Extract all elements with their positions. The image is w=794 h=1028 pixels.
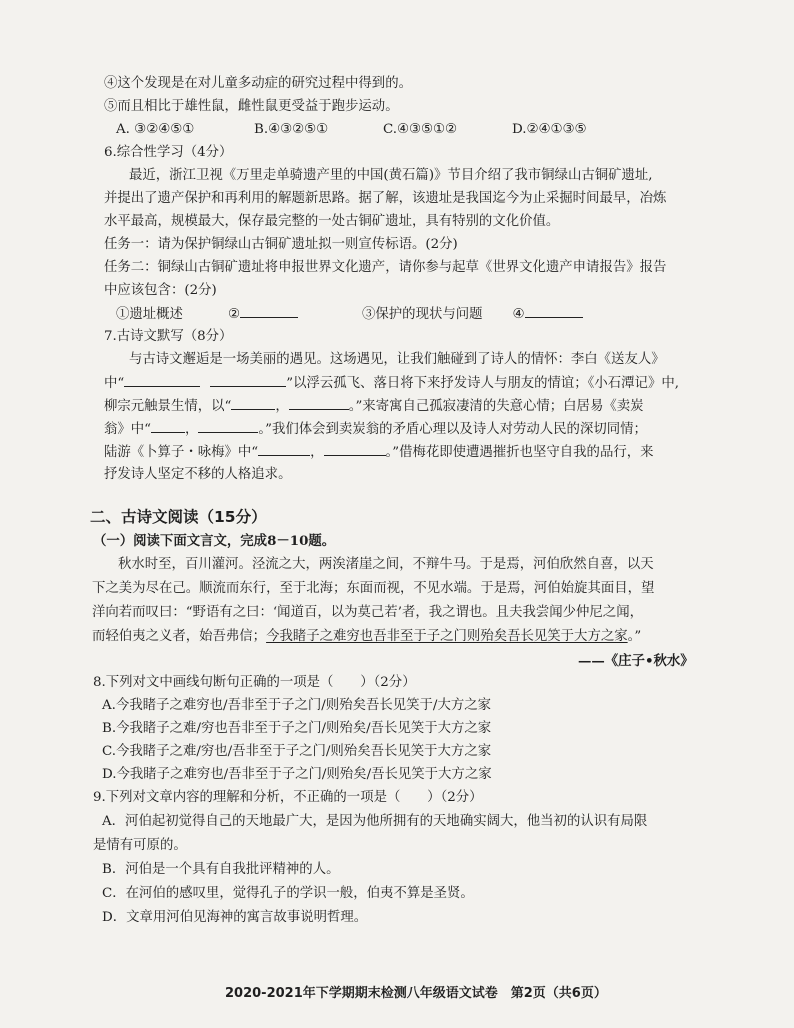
q9-option-d[interactable]: D．文章用河伯见海神的寓言故事说明哲理。 [102,910,368,925]
q7-line-5-end: 。”借梅花即使遭遇摧折也坚守自我的品行，来 [385,445,654,460]
q7-blank-2[interactable] [210,374,286,387]
q5-item-4: ④这个发现是在对儿童多动症的研究过程中得到的。 [104,76,412,91]
q5-option-c: C.④③⑤①② [383,122,458,137]
q7-blank-3[interactable] [231,397,275,410]
q6-item-4: ④ [512,307,525,322]
section-2-heading: 二、古诗文阅读（15分） [90,508,267,526]
q6-para-line-1: 最近，浙江卫视《万里走单骑遗产里的中国(黄石篇)》节目介绍了我市铜绿山古铜矿遗址, [129,168,653,183]
q6-para-line-3: 水平最高，规模最大，保存最完整的一处古铜矿遗址，具有特别的文化价值。 [104,214,560,229]
q7-line-2-start: 中“ [104,376,125,391]
q6-task-2-line-1: 任务二：铜绿山古铜矿遗址将申报世界文化遗产，请你参与起草《世界文化遗产申请报告》报告 [104,260,667,275]
q7-line-4-start: 翁》中“ [104,422,152,437]
q7-blank-8[interactable] [324,443,386,456]
q7-blank-6[interactable] [198,420,258,433]
q7-blank-4[interactable] [289,397,349,410]
q6-item-2-blank[interactable] [240,305,298,318]
q7-title: 7.古诗文默写（8分） [104,329,233,344]
classical-text-line-4 [92,628,641,646]
q6-title: 6.综合性学习（4分） [104,145,233,160]
underlined-sentence: 今我睹子之难穷也吾非至于子之门则殆矣吾长见笑于大方之家 [266,629,628,644]
classical-text-line-1: 秋水时至，百川灌河。泾流之大，两涘渚崖之间，不辩牛马。于是焉，河伯欣然自喜，以天 [118,557,654,572]
q6-item-3: ③保护的现状与问题 [362,307,483,322]
classical-text-line-4-end: 。” [627,629,642,644]
q7-blank-5[interactable] [151,420,185,433]
q6-item-2: ② [228,307,241,322]
q6-task-2-line-2: 中应该包含：(2分) [104,283,217,298]
q5-item-5: ⑤而且相比于雄性鼠，雌性鼠更受益于跑步运动。 [104,99,399,114]
q8-stem: 8.下列对文中画线句断句正确的一项是（ ）（2分） [93,675,416,690]
q7-blank-7[interactable] [258,443,310,456]
q6-para-line-2: 并提出了遗产保护和再利用的解题新思路。据了解，该遗址是我国迄今为止采掘时间最早，冶炼 [104,191,667,206]
section-2-instruction: （一）阅读下面文言文，完成8－10题。 [93,533,336,549]
q8-option-c[interactable]: C.今我睹子之难/穷也/吾非至于子之门/则殆矣吾长见笑于大方之家 [102,744,492,759]
classical-text-line-2: 下之美为尽在己。顺流而东行，至于北海；东面而视，不见水端。于是焉，河伯始旋其面目，望 [92,581,655,596]
q7-line-6: 抒发诗人坚定不移的人格追求。 [104,467,292,482]
q7-line-3-end: 。”来寄寓自己孤寂凄清的失意心情；白居易《卖炭 [348,399,644,414]
q8-option-b[interactable]: B.今我睹子之难/穷也吾非至于子之门/则殆矣/吾长见笑于大方之家 [102,721,492,736]
classical-text-line-3: 洋向若而叹曰：“野语有之曰：‘闻道百，以为莫己若’者，我之谓也。且夫我尝闻少仲尼之闻， [92,605,643,620]
q9-stem: 9.下列对文章内容的理解和分析，不正确的一项是（ ）（2分） [93,790,483,805]
q5-option-d: D.②④①③⑤ [512,122,587,137]
page-footer: 2020-2021年下学期期末检测八年级语文试卷 第2页（共6页） [225,986,607,1001]
text-source: ——《庄子•秋水》 [578,653,694,669]
q7-blank-1[interactable] [124,374,200,387]
q9-option-a-line-1[interactable]: A．河伯起初觉得自己的天地最广大，是因为他所拥有的天地确实阔大，他当初的认识有局限 [102,814,648,829]
q7-line-4: 翁》中“ ， 。”我们体会到卖炭翁的矛盾心理以及诗人对劳动人民的深切同情； [104,422,647,437]
q7-line-5: 陆游《卜算子・咏梅》中“ ， 。”借梅花即使遭遇摧折也坚守自我的品行，来 [104,445,654,460]
q7-line-2-end: ”以浮云孤飞、落日将下来抒发诗人与朋友的情谊；《小石潭记》中, [286,376,679,391]
q9-option-c[interactable]: C．在河伯的感叹里，觉得孔子的学识一般，伯夷不算是圣贤。 [102,886,474,901]
q7-line-1: 与古诗文邂逅是一场美丽的遇见。这场遇见，让我们触碰到了诗人的情怀：李白《送友人》 [129,352,665,367]
q8-option-a[interactable]: A.今我睹子之难穷也/吾非至于子之门/则殆矣吾长见笑于/大方之家 [102,698,492,713]
q7-line-3-start: 柳宗元触景生情，以“ [104,399,232,414]
q9-option-a-line-2[interactable]: 是情有可原的。 [93,838,187,853]
q7-line-4-end: 。”我们体会到卖炭翁的矛盾心理以及诗人对劳动人民的深切同情； [258,422,647,437]
q7-line-3: 柳宗元触景生情，以“ ， 。”来寄寓自己孤寂凄清的失意心情；白居易《卖炭 [104,399,644,414]
q5-option-a: A. ③②④⑤① [116,122,195,137]
q6-item-4-blank[interactable] [525,305,583,318]
q8-option-d[interactable]: D.今我睹子之难穷也/吾非至于子之门/则殆矣/吾长见笑于大方之家 [102,767,492,782]
q9-option-b[interactable]: B．河伯是一个具有自我批评精神的人。 [102,862,340,877]
q6-item-1: ①遗址概述 [116,307,183,322]
classical-text-line-4-start: 而轻伯夷之义者，始吾弗信； [92,629,267,644]
q5-option-b: B.④③②⑤① [254,122,329,137]
q6-task-1: 任务一：请为保护铜绿山古铜矿遗址拟一则宣传标语。(2分) [104,237,458,252]
q7-line-2 [104,374,679,393]
q7-line-5-start: 陆游《卜算子・咏梅》中“ [104,445,259,460]
q5-options [116,121,587,139]
q6-report-items [116,305,583,324]
